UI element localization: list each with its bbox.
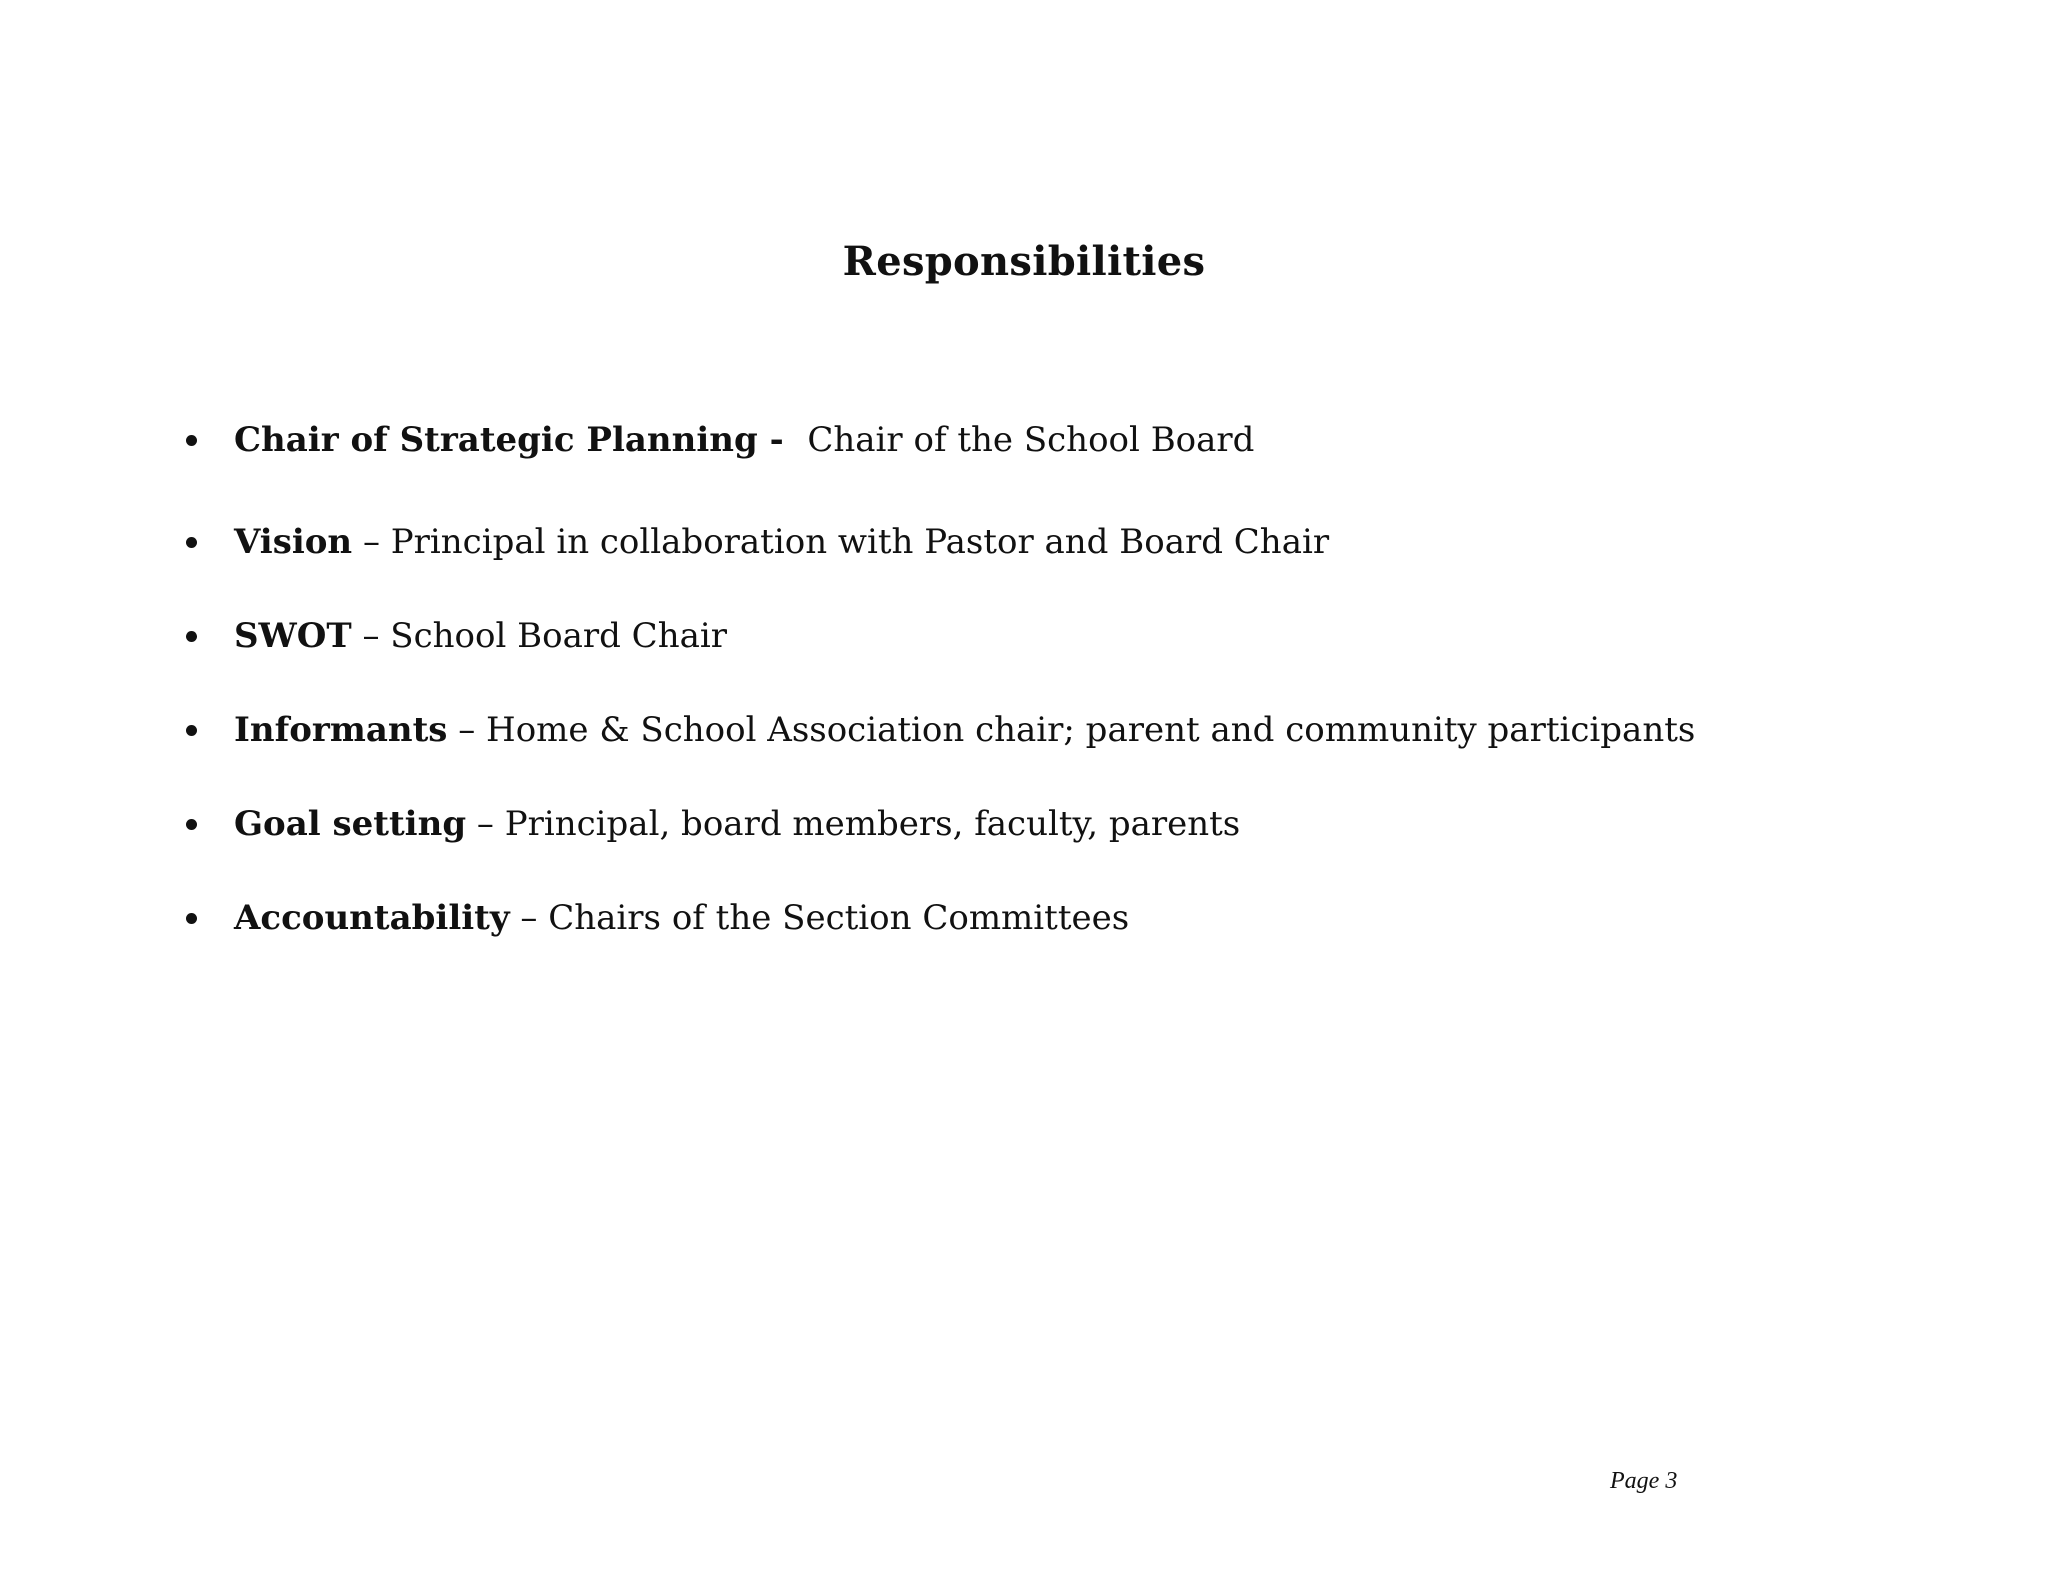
responsibilities-list <box>186 416 1695 988</box>
item-description: School Board Chair <box>390 616 727 656</box>
item-term: SWOT <box>234 616 352 656</box>
item-separator: – <box>352 522 391 562</box>
bullet-icon <box>186 725 197 736</box>
page-title: Responsibilities <box>842 238 1206 285</box>
list-item <box>186 800 1695 848</box>
item-description: Chair of the School Board <box>807 420 1255 460</box>
item-separator: – <box>509 898 549 938</box>
item-description: Principal in collaboration with Pastor and Board Chair <box>390 522 1330 562</box>
bullet-icon <box>186 819 197 830</box>
item-separator: - <box>757 420 808 460</box>
item-term: Chair of Strategic Planning <box>234 420 758 460</box>
list-item <box>186 894 1695 942</box>
item-term: Vision <box>234 522 353 562</box>
item-description: Chairs of the Section Committees <box>548 898 1130 938</box>
item-term: Goal setting <box>234 804 467 844</box>
list-item <box>186 518 1695 566</box>
item-separator: – <box>447 710 487 750</box>
item-description: Home & School Association chair; parent and community participants <box>486 710 1696 750</box>
list-item <box>186 612 1695 660</box>
list-item <box>186 416 1695 464</box>
item-term: Accountability <box>234 898 510 938</box>
item-separator: – <box>351 616 391 656</box>
bullet-icon <box>186 435 197 446</box>
bullet-icon <box>186 537 197 548</box>
page-number: Page 3 <box>1610 1468 1678 1494</box>
bullet-icon <box>186 913 197 924</box>
bullet-icon <box>186 631 197 642</box>
item-term: Informants <box>234 710 448 750</box>
item-separator: – <box>466 804 505 844</box>
item-description: Principal, board members, faculty, parents <box>504 804 1241 844</box>
list-item <box>186 706 1695 754</box>
